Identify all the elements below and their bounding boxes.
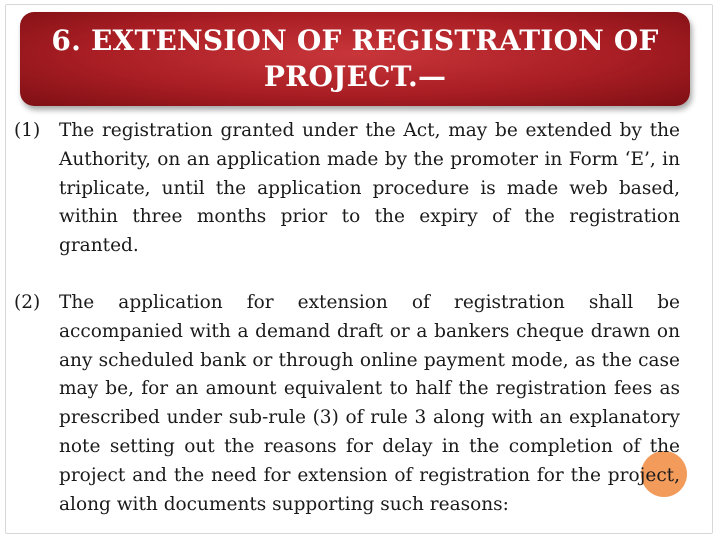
list-item <box>14 289 680 519</box>
item-number: (2) <box>14 291 41 313</box>
list-item <box>14 117 680 261</box>
slide-title: 6. EXTENSION OF REGISTRATION OF PROJECT.— <box>51 24 659 93</box>
slide-content <box>14 117 680 519</box>
item-number: (1) <box>14 120 41 141</box>
title-banner <box>20 12 690 106</box>
item-text: The application for extension of registration shall be accompanied with a demand draft or a bankers cheque drawn on any scheduled bank or through online payment mode, as the case may be, for an amount equivalent to half the registration fees as prescribed under sub-rule (3) of rule 3 along with an explanatory note setting out the reasons for delay in the completion of the project and the need for extension of registration for the project, along with documents supporting such reasons: <box>59 291 680 515</box>
item-text: The registration granted under the Act, may be extended by the Authority, on an application made by the promoter in Form ‘E’, in triplicate, until the application procedure is made web based, within three months prior to the expiry of the registration granted. <box>59 120 680 257</box>
